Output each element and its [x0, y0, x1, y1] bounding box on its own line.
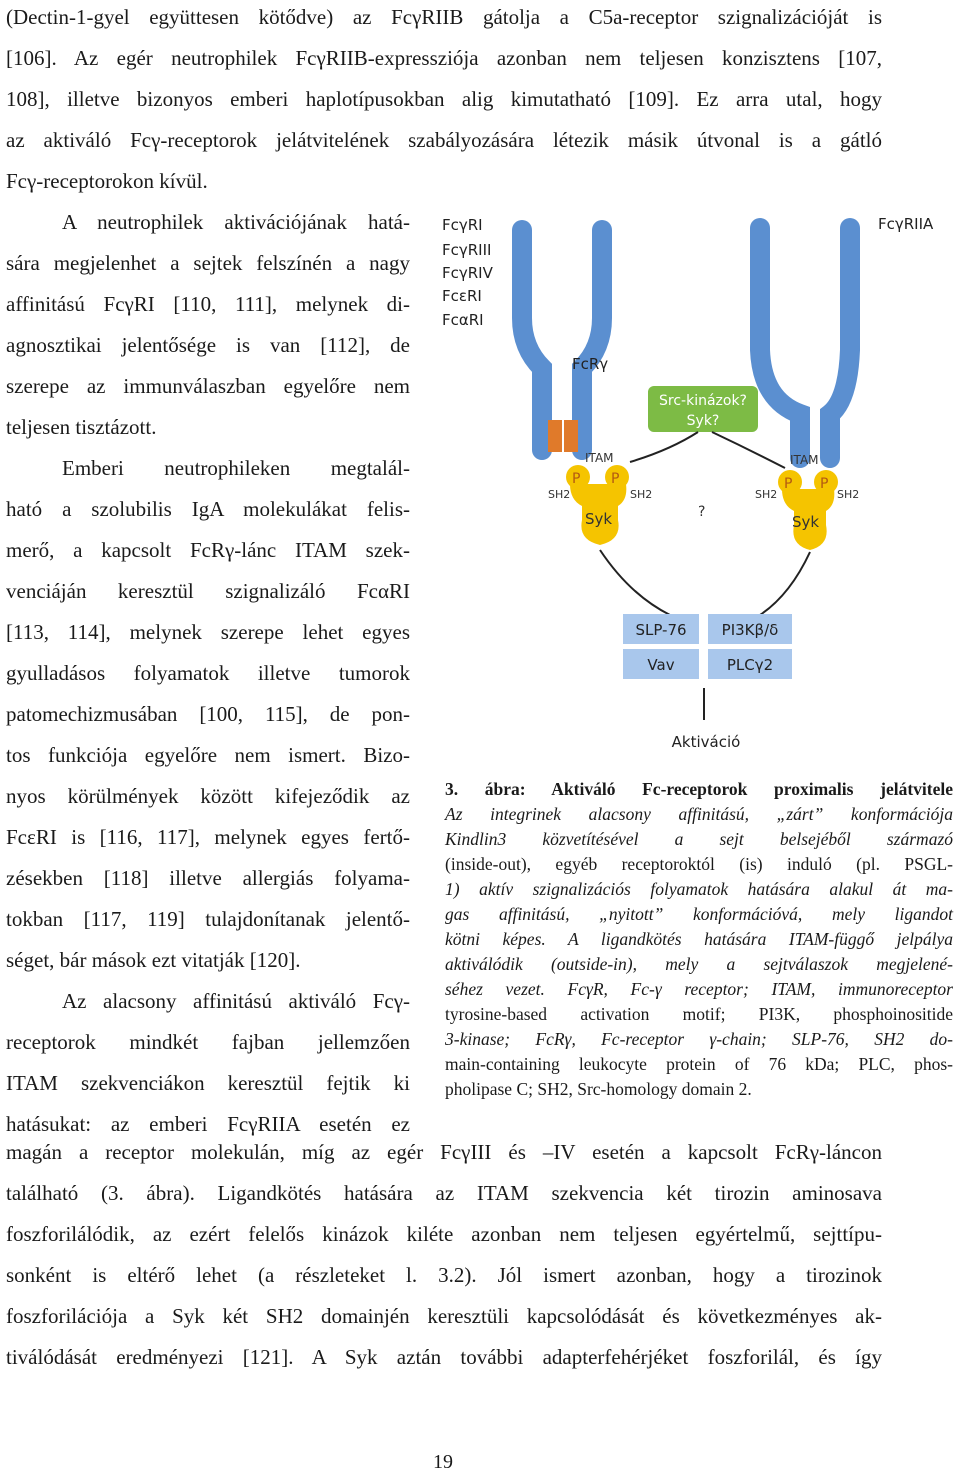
caption-line: main-containing leukocyte protein of 76 kDa; PLC, phos- [445, 1054, 953, 1074]
caption-line: 3-kinase; FcRγ, Fc-receptor γ-chain; SLP-76, SH2 do- [445, 1029, 953, 1049]
right-receptor-label: FcγRIIA [878, 215, 934, 233]
fcr-gamma-chain [548, 420, 562, 452]
sh2-label: SH2 [548, 488, 571, 501]
text-line: (Dectin-1-gyel együttesen kötődve) az FcγRIIB gátolja a C5a-receptor szignalizációját is [6, 5, 882, 29]
receptor-label: FcγRIV [442, 264, 493, 282]
itam-label: ITAM [585, 451, 614, 465]
text-line: szerepe az immunválaszban egyelőre nem [6, 374, 410, 398]
caption-line: kötni képes. A ligandkötés hatására ITAM-függő jelpálya [445, 929, 953, 949]
adaptor-label: PLCγ2 [726, 656, 774, 674]
right-receptor [760, 228, 800, 458]
text-line: nyos körülmények között kifejeződik az [6, 784, 410, 808]
receptor-label: FcγRI [442, 216, 483, 234]
caption-line: gas affinitású, „nyitott” konformációvá, mely ligandot [445, 904, 953, 924]
adaptor-label: Vav [647, 656, 675, 674]
text-line: tokban [117, 119] tulajdonítanak jelentő- [6, 907, 410, 931]
itam-label: ITAM [790, 453, 819, 467]
caption-line: pholipase C; SH2, Src-homology domain 2. [445, 1079, 752, 1099]
caption-line: 1) aktív szignalizációs folyamatok hatására alakul át ma- [445, 879, 953, 899]
right-receptor-arm [830, 228, 850, 458]
caption-line: Kindlin3 közvetítésével a sejt belsejéből származó [445, 829, 953, 849]
caption-line: séhez vezet. FcγR, Fc-γ receptor; ITAM, immunoreceptor [445, 979, 953, 999]
caption-line: Az integrinek alacsony affinitású, „zárt” konformációja [445, 804, 953, 824]
text-line: található (3. ábra). Ligandkötés hatására az ITAM szekvencia két tirozin aminosava [6, 1181, 882, 1205]
text-line: merő, a kapcsolt FcRγ-lánc ITAM szek- [6, 538, 410, 562]
text-line: agnosztikai jelentősége is van [112], de [6, 333, 410, 357]
text-line: [106]. Az egér neutrophilek FcγRIIB-expressziója azonban nem teljesen konzisztens [107, [6, 46, 882, 70]
src-box-line: Syk? [686, 413, 720, 429]
sh2-label: SH2 [755, 488, 778, 501]
arrow [600, 550, 670, 615]
text-line: Az alacsony affinitású aktiváló Fcγ- [62, 989, 410, 1013]
text-line: foszforilálódik, az ezért felelős kinázok kiléte azonban nem teljesen egyértelmű, sejttípu- [6, 1222, 882, 1246]
syk-right [778, 470, 838, 550]
text-line: hatásukat: az emberi FcγRIIA esetén ez [6, 1112, 410, 1136]
syk-label: Syk [792, 513, 820, 531]
text-line: teljesen tisztázott. [6, 415, 157, 439]
caption-line: aktiválódik (outside-in), mely a sejtválaszok megjelené- [445, 954, 953, 974]
svg-text:P: P [784, 476, 793, 492]
text-line: patomechizmusában [100, 115], de pon- [6, 702, 410, 726]
caption-line: tyrosine-based activation motif; PI3K, phosphoinositide [445, 1004, 953, 1024]
syk-left [566, 465, 629, 545]
text-line: affinitású FcγRI [110, 111], melynek di- [6, 292, 410, 316]
arrow [760, 552, 810, 615]
text-line: tiválódását eredményezi [121]. A Syk aztán további adapterfehérjéket foszforilál, és így [6, 1345, 882, 1369]
text-line: venciáján keresztül szignalizáló FcαRI [6, 579, 410, 603]
src-box-line: Src-kinázok? [659, 393, 747, 409]
svg-text:P: P [820, 476, 829, 492]
arrow [630, 432, 698, 462]
sh2-label: SH2 [837, 488, 860, 501]
receptor-label: FcεRI [442, 287, 482, 305]
fcr-gamma-label: FcRγ [572, 355, 609, 373]
text-line: gyulladásos folyamatok illetve tumorok [6, 661, 410, 685]
question-mark: ? [698, 504, 706, 520]
adaptor-label: PI3Kβ/δ [721, 621, 779, 639]
text-line: zésekben [118] illetve allergiás folyama- [6, 866, 410, 890]
text-line: Fcγ-receptorokon kívül. [6, 169, 208, 193]
left-receptor [522, 230, 542, 450]
syk-label: Syk [585, 510, 613, 528]
text-line: az aktiváló Fcγ-receptorok jelátvitelének szabályozására létezik másik útvonal is a gátló [6, 128, 882, 152]
text-line: foszforilációja a Syk két SH2 domainjén keresztüli kapcsolódását és következményes ak- [6, 1304, 882, 1328]
sh2-label: SH2 [630, 488, 653, 501]
fcr-gamma-chain [564, 420, 578, 452]
svg-text:P: P [572, 471, 581, 487]
text-line: FcεRI is [116, 117], melynek egyes fertő- [6, 825, 410, 849]
caption-line: (inside-out), egyéb receptoroktól (is) induló (pl. PSGL- [445, 854, 953, 874]
text-line: sára megjelenhet a sejtek felszínén a nagy [6, 251, 410, 275]
receptor-label: FcαRI [442, 311, 484, 329]
text-line: tos funkciója egyelőre nem ismert. Bizo- [6, 743, 410, 767]
text-line: ITAM szekvenciákon keresztül fejtik ki [6, 1071, 410, 1095]
text-line: sonként is eltérő lehet (a részleteket l. 3.2). Jól ismert azonban, hogy a tirozinok [6, 1263, 882, 1287]
text-line: ható a szolubilis IgA molekulákat felis- [6, 497, 410, 521]
text-line: [113, 114], melynek szerepe lehet egyes [6, 620, 410, 644]
figure-caption-title: 3. ábra: Aktiváló Fc-receptorok proximalis jelátvitele [445, 779, 953, 799]
text-line: séget, bár mások ezt vitatják [120]. [6, 948, 301, 972]
activation-label: Aktiváció [671, 733, 741, 751]
signaling-figure [430, 200, 960, 770]
svg-text:P: P [611, 471, 620, 487]
left-receptor-arm [582, 230, 602, 450]
page-number: 19 [433, 1451, 453, 1473]
text-line: receptorok mindkét fajban jellemzően [6, 1030, 410, 1054]
text-line: A neutrophilek aktivációjának hatá- [62, 210, 410, 234]
text-line: magán a receptor molekulán, míg az egér FcγIII és –IV esetén a kapcsolt FcRγ-láncon [6, 1140, 882, 1164]
adaptor-label: SLP-76 [635, 621, 687, 639]
receptor-label: FcγRIII [442, 241, 492, 259]
arrow [712, 432, 785, 468]
text-line: 108], illetve bizonyos emberi haplotípusokban alig kimutatható [109]. Ez arra utal, hogy [6, 87, 882, 111]
text-line: Emberi neutrophileken megtalál- [62, 456, 410, 480]
